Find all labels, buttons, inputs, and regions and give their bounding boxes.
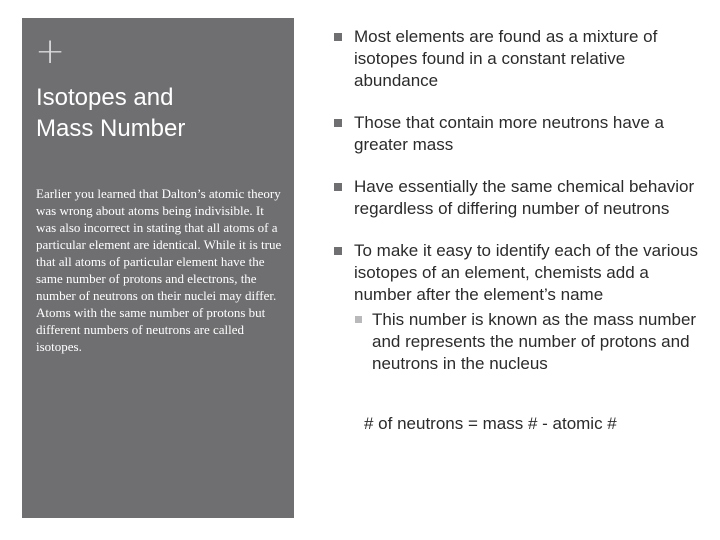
square-bullet-icon bbox=[334, 247, 342, 255]
title-line-1: Isotopes and bbox=[36, 84, 174, 111]
bullet-text: Have essentially the same chemical behavior regardless of differing number of neutrons bbox=[354, 177, 695, 218]
sub-bullet-text: This number is known as the mass number and represents the number of protons and neutrons in the nucleus bbox=[372, 310, 697, 373]
plus-icon: + bbox=[35, 31, 66, 72]
title-line-2: Mass Number bbox=[36, 115, 186, 142]
bullet-item bbox=[332, 176, 704, 220]
square-sub-bullet-icon bbox=[355, 316, 362, 323]
bullet-item bbox=[332, 26, 704, 92]
bullet-text: To make it easy to identify each of the various isotopes of an element, chemists add a number after the element’s name bbox=[354, 241, 698, 304]
bullet-item bbox=[332, 112, 704, 156]
slide-title bbox=[36, 82, 286, 144]
bullet-list bbox=[332, 26, 704, 375]
sub-bullet-item bbox=[354, 309, 704, 375]
square-bullet-icon bbox=[334, 33, 342, 41]
bullet-text: Most elements are found as a mixture of isotopes found in a constant relative abundance bbox=[354, 27, 658, 90]
square-bullet-icon bbox=[334, 119, 342, 127]
bullet-text: Those that contain more neutrons have a greater mass bbox=[354, 113, 664, 154]
square-bullet-icon bbox=[334, 183, 342, 191]
sidebar-panel bbox=[22, 18, 294, 518]
sidebar-body-text: Earlier you learned that Dalton’s atomic theory was wrong about atoms being indivisible. It was also incorrect in stating that all atoms of a particular element are identical. While it is true that all atoms of particular element have the same number of protons and electrons, the number of neutrons on their nuclei may differ. Atoms with the same number of protons but different numbers of neutrons are called isotopes. bbox=[36, 186, 282, 354]
neutron-formula: # of neutrons = mass # - atomic # bbox=[364, 414, 617, 433]
bullet-item bbox=[332, 240, 704, 375]
